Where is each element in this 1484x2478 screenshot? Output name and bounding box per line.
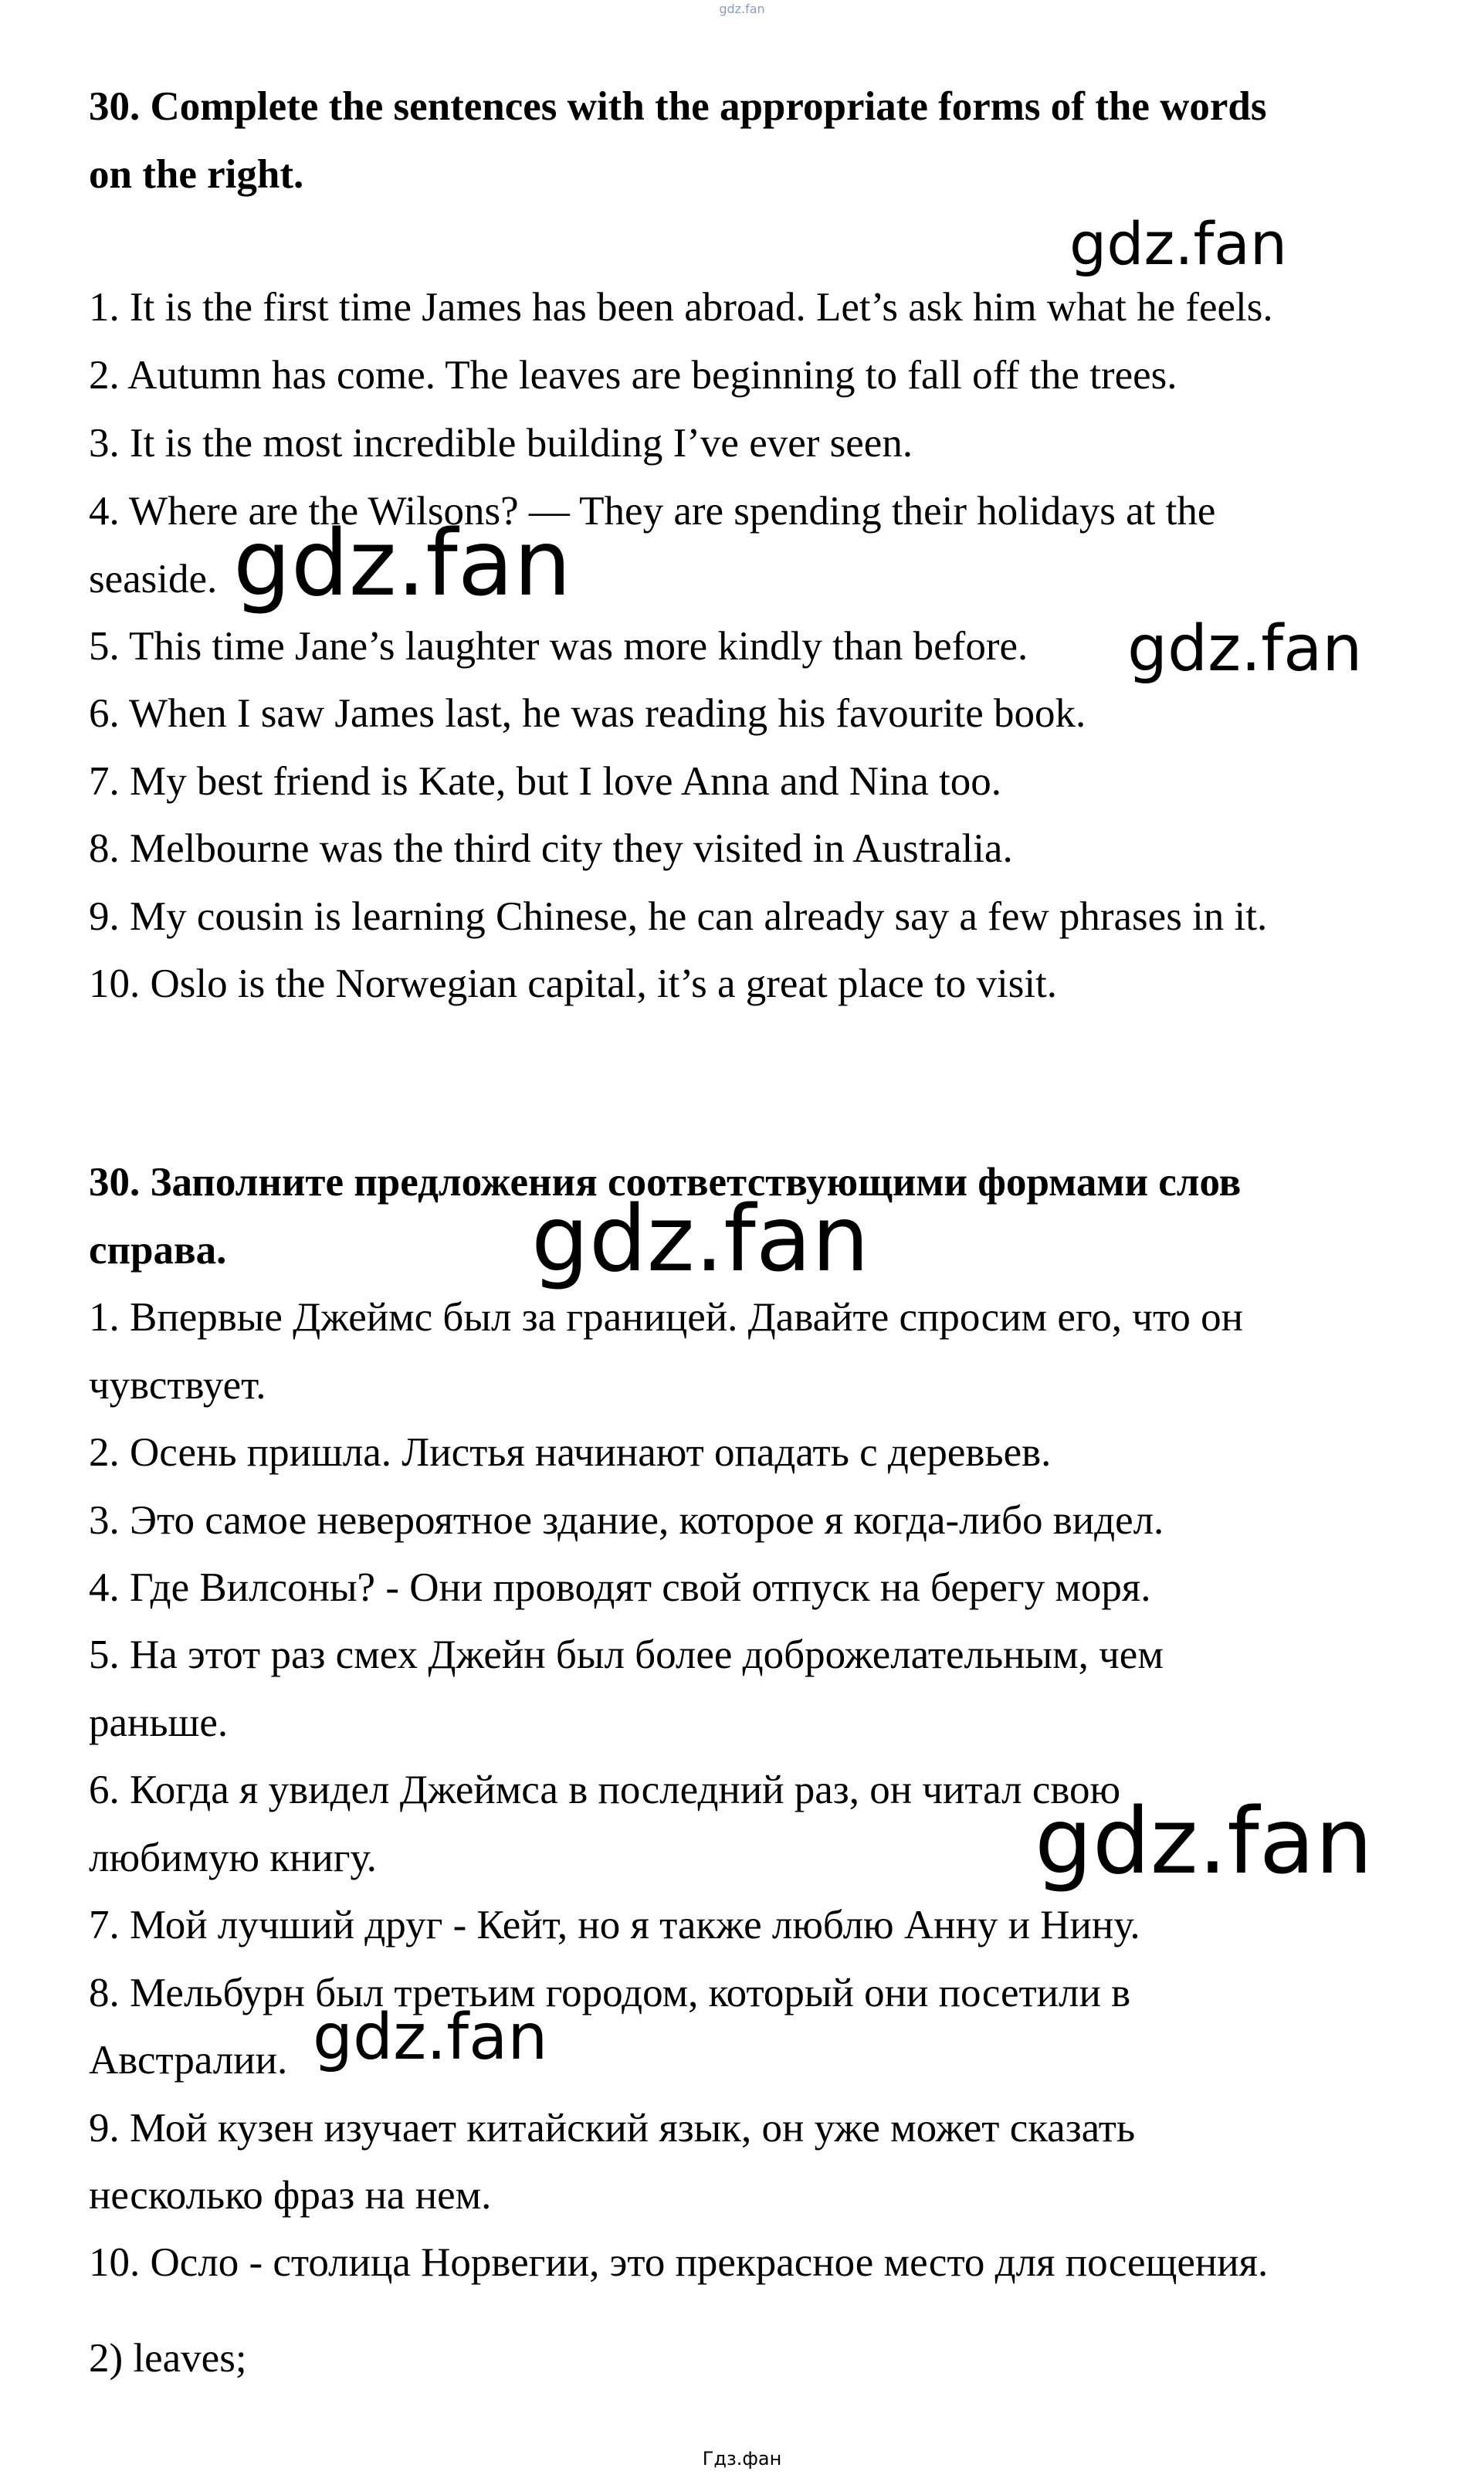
russian-sentence-6: 6. Когда я увидел Джеймса в последний раз, он читал свою [89,1768,1121,1812]
english-sentence-6: 6. When I saw James last, he was reading his favourite book. [89,691,1086,736]
english-sentence-8: 8. Melbourne was the third city they visited in Australia. [89,826,1013,871]
watermark-5: gdz.fan [1035,1788,1373,1894]
watermark-2: gdz.fan [233,510,571,616]
russian-sentence-10: 10. Осло - столица Норвегии, это прекрасное место для посещения. [89,2240,1269,2285]
russian-sentence-5: 5. На этот раз смех Джейн был более доброжелательным, чем [89,1632,1164,1677]
russian-sentence-8: 8. Мельбурн был третьим городом, который они посетили в [89,1971,1131,2015]
english-sentence-1: 1. It is the first time James has been abroad. Let’s ask him what he feels. [89,285,1273,330]
english-sentence-4: 4. Where are the Wilsons? — They are spending their holidays at the [89,489,1216,534]
russian-sentence-1-cont: чувствует. [89,1363,266,1408]
watermark-6: gdz.fan [313,2001,548,2074]
english-sentence-7: 7. My best friend is Kate, but I love Anna and Nina too. [89,759,1001,804]
russian-heading-line-2: справа. [89,1228,227,1273]
russian-heading-line-1: 30. Заполните предложения соответствующими формами слов [89,1160,1242,1205]
russian-sentence-3: 3. Это самое невероятное здание, которое я когда-либо видел. [89,1498,1164,1543]
russian-sentence-8-cont: Австралии. [89,2038,288,2083]
watermark-1: gdz.fan [1069,209,1288,278]
english-sentence-3: 3. It is the most incredible building I’ve ever seen. [89,421,913,466]
english-sentence-4-cont: seaside. [89,557,218,602]
english-sentence-10: 10. Oslo is the Norwegian capital, it’s a great place to visit. [89,961,1058,1006]
english-sentence-9: 9. My cousin is learning Chinese, he can already say a few phrases in it. [89,894,1268,939]
header-watermark: gdz.fan [719,2,765,16]
russian-sentence-1: 1. Впервые Джеймс был за границей. Давайте спросим его, что он [89,1295,1244,1340]
english-heading-line-2: on the right. [89,152,304,197]
russian-sentence-2: 2. Осень пришла. Листья начинают опадать с деревьев. [89,1430,1052,1475]
english-sentence-2: 2. Autumn has come. The leaves are beginning to fall off the trees. [89,353,1177,398]
russian-sentence-5-cont: раньше. [89,1700,229,1745]
answer-line: 2) leaves; [89,2336,247,2381]
watermark-3: gdz.fan [1127,612,1363,686]
english-heading-line-1: 30. Complete the sentences with the appropriate forms of the words [89,84,1267,129]
russian-sentence-7: 7. Мой лучший друг - Кейт, но я также люблю Анну и Нину. [89,1903,1140,1947]
footer-watermark: Гдз.фан [702,2448,782,2470]
russian-sentence-6-cont: любимую книгу. [89,1836,377,1880]
watermark-4: gdz.fan [531,1185,869,1292]
russian-sentence-9-cont: несколько фраз на нем. [89,2173,492,2218]
russian-sentence-9: 9. Мой кузен изучает китайский язык, он уже может сказать [89,2106,1136,2151]
english-sentence-5: 5. This time Jane’s laughter was more kindly than before. [89,624,1028,669]
russian-sentence-4: 4. Где Вилсоны? - Они проводят свой отпуск на берегу моря. [89,1565,1151,1610]
